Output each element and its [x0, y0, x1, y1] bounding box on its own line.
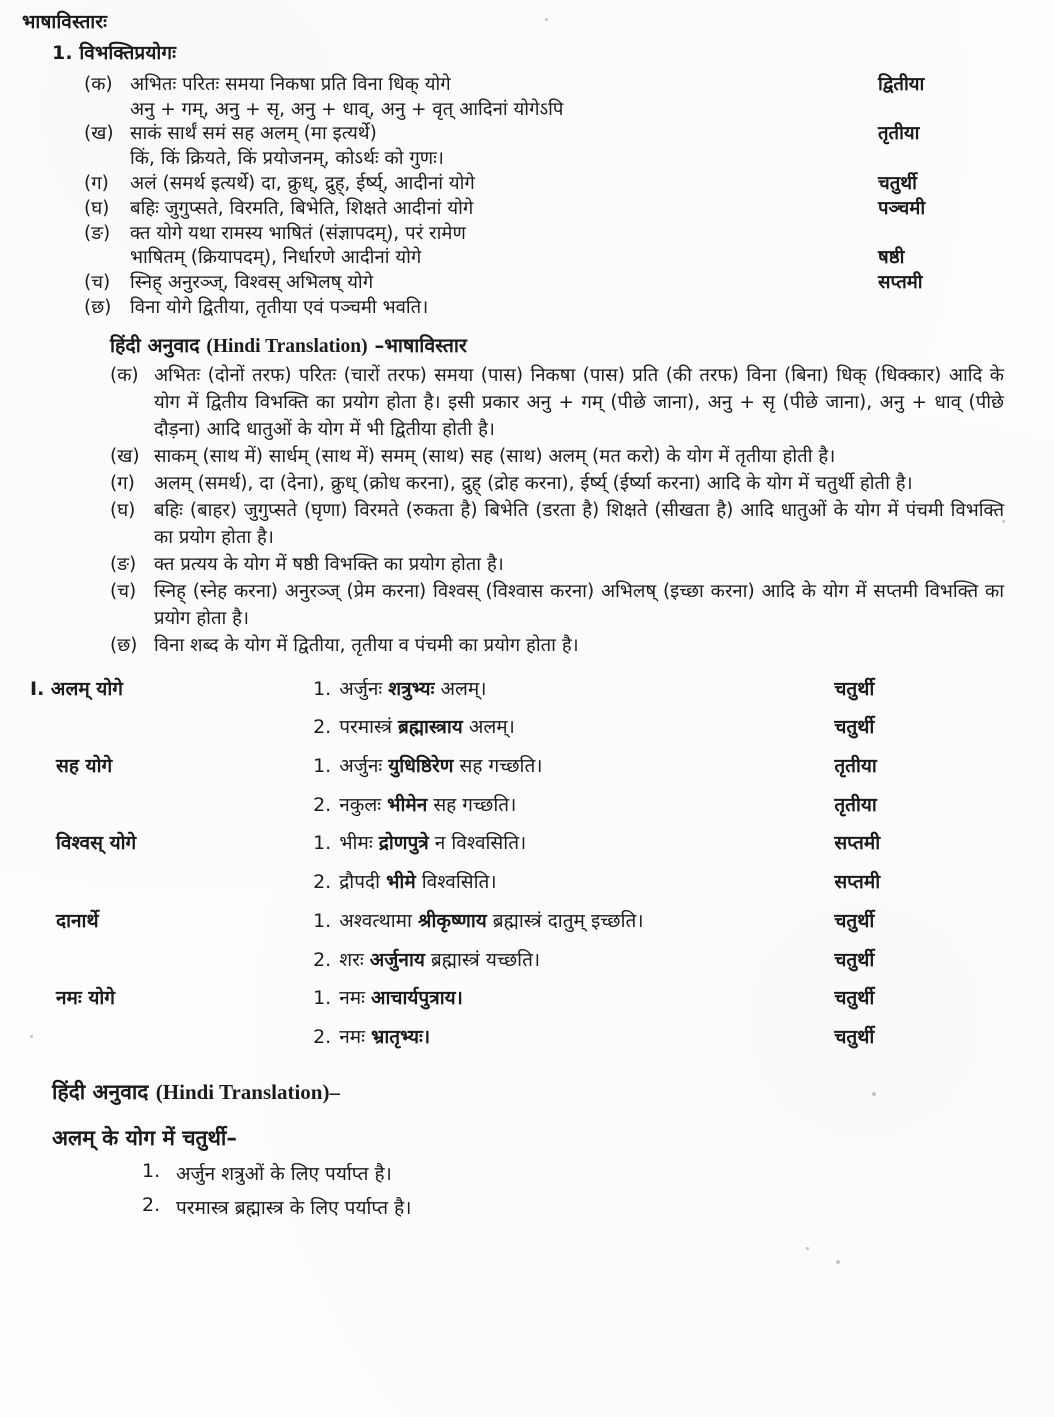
- item-text: विना योगे द्वितीया, तृतीया एवं पञ्चमी भवति।: [130, 296, 429, 318]
- item-text: अलं (समर्थ इत्यर्थे) दा, क्रुध्, द्रुह्, ईर्ष्य्, आदीनां योगे: [130, 173, 475, 195]
- table-row: [22, 754, 1028, 793]
- list-item: [110, 551, 1004, 578]
- list-item: [84, 172, 1028, 197]
- example-sentence: [339, 793, 826, 832]
- example-number: 1.: [313, 832, 332, 855]
- list-item-continuation: [84, 98, 1028, 123]
- example-number: 1.: [313, 755, 332, 778]
- list-item: [84, 73, 1028, 98]
- example-number: 2.: [313, 793, 332, 816]
- list-item: [84, 296, 1028, 321]
- sentence-pre: अर्जुनः: [339, 755, 389, 778]
- example-sentence: [339, 677, 826, 716]
- section-heading-vibhakti: 1. विभक्तिप्रयोगः: [52, 42, 177, 65]
- item-text: परमास्त्र ब्रह्मास्त्र के लिए पर्याप्त है।: [176, 1196, 412, 1219]
- item-marker: (छ): [110, 634, 138, 656]
- table-row: [22, 715, 1028, 754]
- scan-speck: [836, 1260, 840, 1264]
- example-number: 2.: [313, 1025, 332, 1048]
- sentence-post: ब्रह्मास्त्रं दातुम् इच्छति।: [486, 909, 644, 932]
- list-item: [142, 1194, 1028, 1220]
- examples-table: [22, 677, 1028, 1064]
- example-category-empty: [22, 715, 287, 754]
- list-item: [84, 122, 1028, 147]
- item-marker: (ङ): [84, 222, 111, 244]
- translation-heading-hindi: हिंदी अनुवाद: [110, 333, 200, 357]
- example-category-empty: [22, 948, 287, 987]
- page-title: भाषाविस्तारः: [22, 11, 108, 33]
- example-category: सह योगे: [56, 755, 113, 778]
- example-tag: तृतीया: [834, 755, 877, 778]
- list-item-continuation: [84, 147, 1028, 172]
- example-tag: चतुर्थी: [834, 987, 875, 1010]
- item-marker: (छ): [84, 296, 112, 318]
- table-row: [22, 1025, 1028, 1064]
- example-sentence: [339, 948, 826, 987]
- item-text: किं, किं क्रियते, किं प्रयोजनम्, कोऽर्थः को गुणः।: [130, 148, 444, 170]
- sentence-pre: अश्वत्थामा: [339, 909, 418, 932]
- item-marker: (ङ): [110, 553, 137, 575]
- table-row: [22, 677, 1028, 716]
- example-category: दानार्थे: [56, 909, 99, 932]
- list-item: [110, 578, 1004, 632]
- sentence-post: न विश्वसिति।: [428, 832, 527, 855]
- sentence-pre: भीमः: [339, 832, 379, 855]
- item-tag: पञ्चमी: [878, 197, 926, 219]
- example-tag: सप्तमी: [834, 832, 881, 855]
- example-sentence: [339, 909, 826, 948]
- item-text: स्निह् (स्नेह करना) अनुरञ्ज् (प्रेम करना) विश्वस् (विश्वास करना) अभिलष् (इच्छा करना) आदि के योग में सप्तमी विभक्ति का प्रयोग होता है।: [154, 580, 1004, 629]
- sentence-post: सह गच्छति।: [453, 755, 543, 778]
- item-text: अर्जुन शत्रुओं के लिए पर्याप्त है।: [176, 1162, 392, 1185]
- sentence-pre: परमास्त्रं: [339, 716, 398, 739]
- item-text: अलम् (समर्थ), दा (देना), क्रुध् (क्रोध करना), द्रुह् (द्रोह करना), ईर्ष्य् (ईर्ष्या करना) आदि के योग में चतुर्थी होती है।: [154, 472, 913, 494]
- sentence-pre: द्रौपदी: [339, 871, 387, 894]
- sentence-key: ब्रह्मास्त्राय: [397, 716, 463, 739]
- item-marker: (ग): [110, 472, 135, 494]
- example-category: [22, 677, 287, 716]
- example-category-empty: [22, 793, 287, 832]
- table-row: [22, 870, 1028, 909]
- category-label: अलम् योगे: [50, 677, 123, 700]
- item-tag: तृतीया: [878, 123, 920, 145]
- item-marker: (च): [110, 580, 137, 602]
- list-item-continuation: [84, 246, 1028, 271]
- sentence-key: अर्जुनाय: [369, 948, 425, 971]
- item-marker: (ख): [84, 123, 114, 145]
- list-item: [84, 197, 1028, 222]
- item-number: 2.: [142, 1193, 161, 1216]
- item-tag: द्वितीया: [878, 73, 925, 95]
- translation-heading-tail: –भाषाविस्तार: [374, 333, 467, 357]
- item-text: अभितः (दोनों तरफ) परितः (चारों तरफ) समया (पास) निकषा (पास) प्रति (की तरफ) विना (बिना) धिक् (धिक्कार) आदि के योग में द्वितीय विभक्ति का प्रयोग होता है। इसी प्रकार अनु + गम् (पीछे जाना), अनु + सृ (पीछे जाना), अनु + धाव् (पीछे दौड़ना) आदि धातुओं के योग में भी द्वितीया होती है।: [154, 364, 1004, 440]
- sentence-pre: अर्जुनः: [339, 677, 389, 700]
- example-number: 1.: [313, 677, 332, 700]
- sentence-post: ब्रह्मास्त्रं यच्छति।: [424, 948, 541, 971]
- table-row: [22, 793, 1028, 832]
- item-text: साकम् (साथ में) सार्धम् (साथ में) समम् (साथ) सह (साथ) अलम् (मत करो) के योग में तृतीया होती है।: [154, 445, 836, 467]
- sentence-pre: शरः: [339, 948, 370, 971]
- item-text: स्निह् अनुरञ्ज्, विश्वस् अभिलष् योगे: [130, 272, 374, 294]
- item-text: विना शब्द के योग में द्वितीया, तृतीया व पंचमी का प्रयोग होता है।: [154, 634, 579, 656]
- table-row: [22, 909, 1028, 948]
- sentence-key: शत्रुभ्यः: [388, 677, 435, 700]
- item-tag: षष्ठी: [878, 247, 905, 269]
- sentence-post: विश्वसिति।: [415, 871, 497, 894]
- example-number: 1.: [313, 909, 332, 932]
- list-item: [84, 271, 1028, 296]
- item-marker: (च): [84, 272, 111, 294]
- example-tag: सप्तमी: [834, 871, 881, 894]
- sentence-key: भीमे: [386, 871, 416, 894]
- sentence-key: आचार्यपुत्राय।: [371, 987, 463, 1010]
- list-item: [110, 497, 1004, 551]
- item-text: क्त प्रत्यय के योग में षष्ठी विभक्ति का प्रयोग होता है।: [154, 553, 504, 575]
- sentence-key: भीमेन: [387, 793, 428, 816]
- list-item: [110, 362, 1004, 443]
- scan-speck: [806, 1247, 809, 1250]
- example-tag: चतुर्थी: [834, 948, 875, 971]
- example-tag: चतुर्थी: [834, 909, 875, 932]
- list-item: [110, 443, 1004, 470]
- item-text: अभितः परितः समया निकषा प्रति विना धिक् योगे: [130, 73, 451, 95]
- example-sentence: [339, 754, 826, 793]
- example-sentence: [339, 870, 826, 909]
- list-item: [110, 632, 1004, 659]
- item-text: क्त योगे यथा रामस्य भाषितं (संज्ञापदम्), परं रामेण: [130, 222, 466, 244]
- item-marker: (क): [110, 364, 139, 386]
- example-sentence: [339, 986, 826, 1025]
- vibhakti-list: [22, 73, 1028, 321]
- translation2-subheading: अलम् के योग में चतुर्थी–: [52, 1125, 237, 1150]
- item-text: भाषितम् (क्रियापदम्), निर्धारणे आदीनां योगे: [130, 247, 422, 269]
- table-row: [22, 831, 1028, 870]
- item-marker: (घ): [84, 197, 110, 219]
- example-tag: चतुर्थी: [834, 716, 875, 739]
- item-marker: (क): [84, 73, 113, 95]
- sentence-post: अलम्।: [434, 677, 487, 700]
- translation2-heading-english: (Hindi Translation)–: [155, 1079, 340, 1104]
- example-category-empty: [22, 870, 287, 909]
- sentence-pre: नमः: [339, 987, 371, 1010]
- item-marker: (ग): [84, 173, 109, 195]
- item-number: 1.: [142, 1159, 161, 1182]
- item-tag: सप्तमी: [878, 272, 923, 294]
- example-number: 2.: [313, 716, 332, 739]
- example-category: नमः योगे: [56, 987, 115, 1010]
- example-sentence: [339, 715, 826, 754]
- example-number: 2.: [313, 871, 332, 894]
- sentence-key: भ्रातृभ्यः।: [371, 1025, 431, 1048]
- sentence-key: द्रोणपुत्रे: [378, 832, 429, 855]
- roman-numeral: I.: [30, 677, 45, 700]
- sentence-post: अलम्।: [462, 716, 515, 739]
- example-sentence: [339, 1025, 826, 1064]
- sentence-key: श्रीकृष्णाय: [418, 909, 487, 932]
- sentence-pre: नकुलः: [339, 793, 388, 816]
- item-marker: (घ): [110, 499, 136, 521]
- translation-heading: [110, 331, 1028, 358]
- example-number: 1.: [313, 987, 332, 1010]
- translation-list: [22, 362, 1028, 659]
- example-number: 2.: [313, 948, 332, 971]
- list-item: [84, 222, 1028, 247]
- sentence-pre: नमः: [339, 1025, 371, 1048]
- example-sentence: [339, 831, 826, 870]
- example-category-empty: [22, 1025, 287, 1064]
- example-tag: तृतीया: [834, 793, 877, 816]
- translation-heading-english: (Hindi Translation): [206, 335, 368, 357]
- translation2-heading-hindi: हिंदी अनुवाद: [52, 1079, 149, 1104]
- translation2-heading: [52, 1078, 1028, 1106]
- table-row: [22, 948, 1028, 987]
- item-text: अनु + गम्, अनु + सृ, अनु + धाव्, अनु + वृत् आदिनां योगेऽपि: [130, 98, 564, 120]
- list-item: [142, 1160, 1028, 1186]
- item-text: बहिः (बाहर) जुगुप्सते (घृणा) विरमते (रुकता है) बिभेति (डरता है) शिक्षते (सीखता है) आदि धातुओं के योग में पंचमी विभक्ति का प्रयोग होता है।: [154, 499, 1004, 548]
- item-text: साकं सार्थं समं सह अलम् (मा इत्यर्थे): [130, 123, 377, 145]
- example-category: विश्वस् योगे: [56, 832, 137, 855]
- item-tag: चतुर्थी: [878, 173, 917, 195]
- example-tag: चतुर्थी: [834, 677, 875, 700]
- item-marker: (ख): [110, 445, 140, 467]
- table-row: [22, 986, 1028, 1025]
- sentence-post: सह गच्छति।: [427, 793, 517, 816]
- item-text: बहिः जुगुप्सते, विरमति, बिभेति, शिक्षते आदीनां योगे: [130, 197, 474, 219]
- sentence-key: युधिष्ठिरेण: [388, 755, 454, 778]
- example-tag: चतुर्थी: [834, 1025, 875, 1048]
- list-item: [110, 470, 1004, 497]
